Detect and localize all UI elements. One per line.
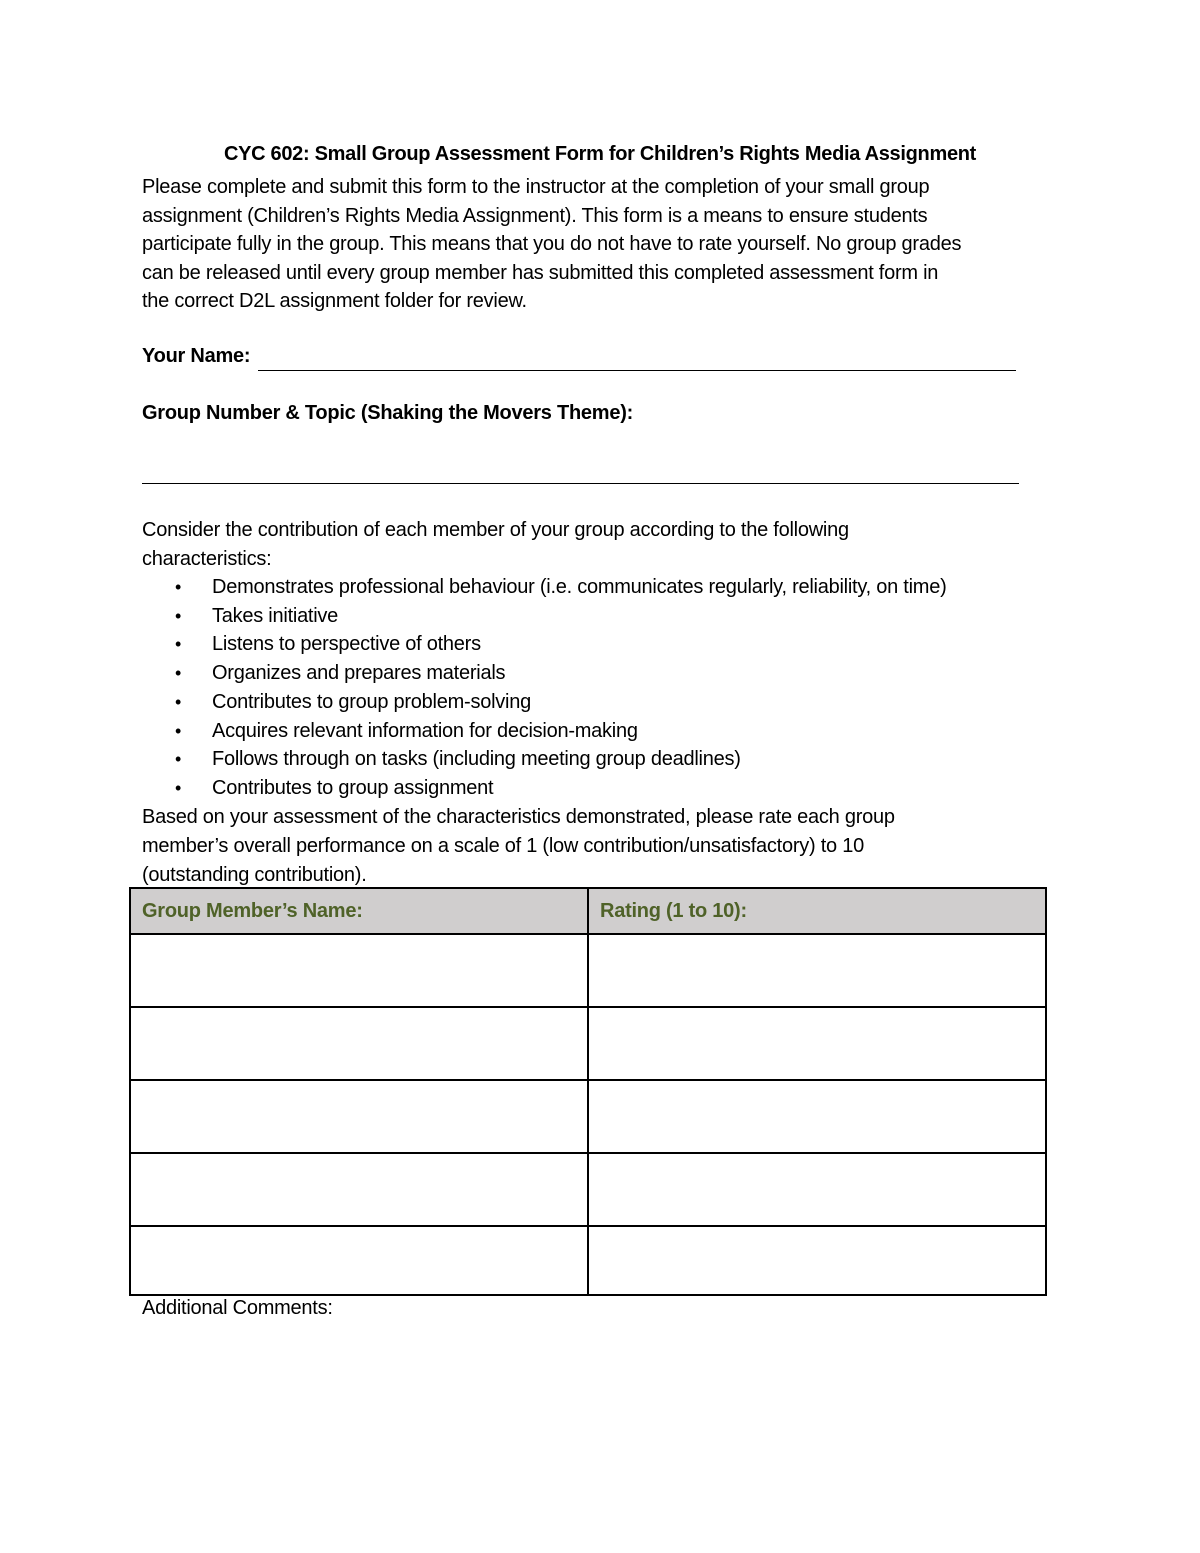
list-item: • Organizes and prepares materials xyxy=(142,659,1062,688)
list-item: • Listens to perspective of others xyxy=(142,630,1062,659)
bullet-icon: • xyxy=(175,777,182,798)
list-item: • Demonstrates professional behaviour (i.e. communicates regularly, reliability, on time) xyxy=(142,573,1062,602)
bullet-icon: • xyxy=(175,749,182,770)
intro-paragraph xyxy=(142,173,1062,316)
instructions-line: member’s overall performance on a scale of 1 (low contribution/unsatisfactory) to 10 xyxy=(142,835,864,857)
intro-line: the correct D2L assignment folder for review. xyxy=(142,290,527,313)
member-name-cell[interactable] xyxy=(130,1007,588,1080)
list-item: • Takes initiative xyxy=(142,602,1062,631)
rating-cell[interactable] xyxy=(588,1226,1046,1295)
table-row xyxy=(130,934,1046,1007)
rating-cell[interactable] xyxy=(588,1007,1046,1080)
list-item: • Follows through on tasks (including meeting group deadlines) xyxy=(142,745,1062,774)
member-name-header: Group Member’s Name: xyxy=(130,888,588,934)
form-title: CYC 602: Small Group Assessment Form for Children’s Rights Media Assignment xyxy=(223,143,977,165)
bullet-icon: • xyxy=(175,634,182,655)
intro-line: assignment (Children’s Rights Media Assignment). This form is a means to ensure students xyxy=(142,204,928,227)
bullet-icon: • xyxy=(175,691,182,712)
bullet-icon: • xyxy=(175,663,182,684)
table-row xyxy=(130,1226,1046,1295)
intro-line: can be released until every group member has submitted this completed assessment form in xyxy=(142,261,939,284)
rating-cell[interactable] xyxy=(588,934,1046,1007)
member-name-cell[interactable] xyxy=(130,934,588,1007)
table-row xyxy=(130,1080,1046,1153)
your-name-field[interactable] xyxy=(258,370,1016,371)
bullet-icon: • xyxy=(175,577,182,597)
instructions-line: Based on your assessment of the characteristics demonstrated, please rate each group xyxy=(142,806,895,828)
member-name-cell[interactable] xyxy=(130,1080,588,1153)
rating-header: Rating (1 to 10): xyxy=(588,888,1046,934)
list-item: • Acquires relevant information for decision-making xyxy=(142,717,1062,746)
instructions-line: (outstanding contribution). xyxy=(142,864,367,886)
bullet-icon: • xyxy=(175,720,182,741)
rating-cell[interactable] xyxy=(588,1080,1046,1153)
consider-paragraph xyxy=(142,516,1062,573)
rating-cell[interactable] xyxy=(588,1153,1046,1226)
characteristics-list xyxy=(142,573,1062,803)
list-item: • Contributes to group assignment xyxy=(142,774,1062,803)
table-row xyxy=(130,1007,1046,1080)
rating-table xyxy=(129,887,1047,1296)
list-item: • Contributes to group problem-solving xyxy=(142,688,1062,717)
bullet-icon: • xyxy=(175,605,182,626)
group-topic-field[interactable] xyxy=(142,483,1019,484)
consider-line: characteristics: xyxy=(142,547,272,570)
intro-line: Please complete and submit this form to the instructor at the completion of your small group xyxy=(142,176,930,198)
consider-line: Consider the contribution of each member of your group according to the following xyxy=(142,519,849,541)
table-row xyxy=(130,1153,1046,1226)
group-topic-label: Group Number & Topic (Shaking the Movers Theme): xyxy=(142,402,634,424)
member-name-cell[interactable] xyxy=(130,1226,588,1295)
rating-instructions xyxy=(142,803,1062,890)
table-header-row xyxy=(130,888,1046,934)
intro-line: participate fully in the group. This means that you do not have to rate yourself. No group grades xyxy=(142,233,962,256)
additional-comments-label: Additional Comments: xyxy=(142,1297,333,1319)
member-name-cell[interactable] xyxy=(130,1153,588,1226)
your-name-label: Your Name: xyxy=(142,345,251,367)
